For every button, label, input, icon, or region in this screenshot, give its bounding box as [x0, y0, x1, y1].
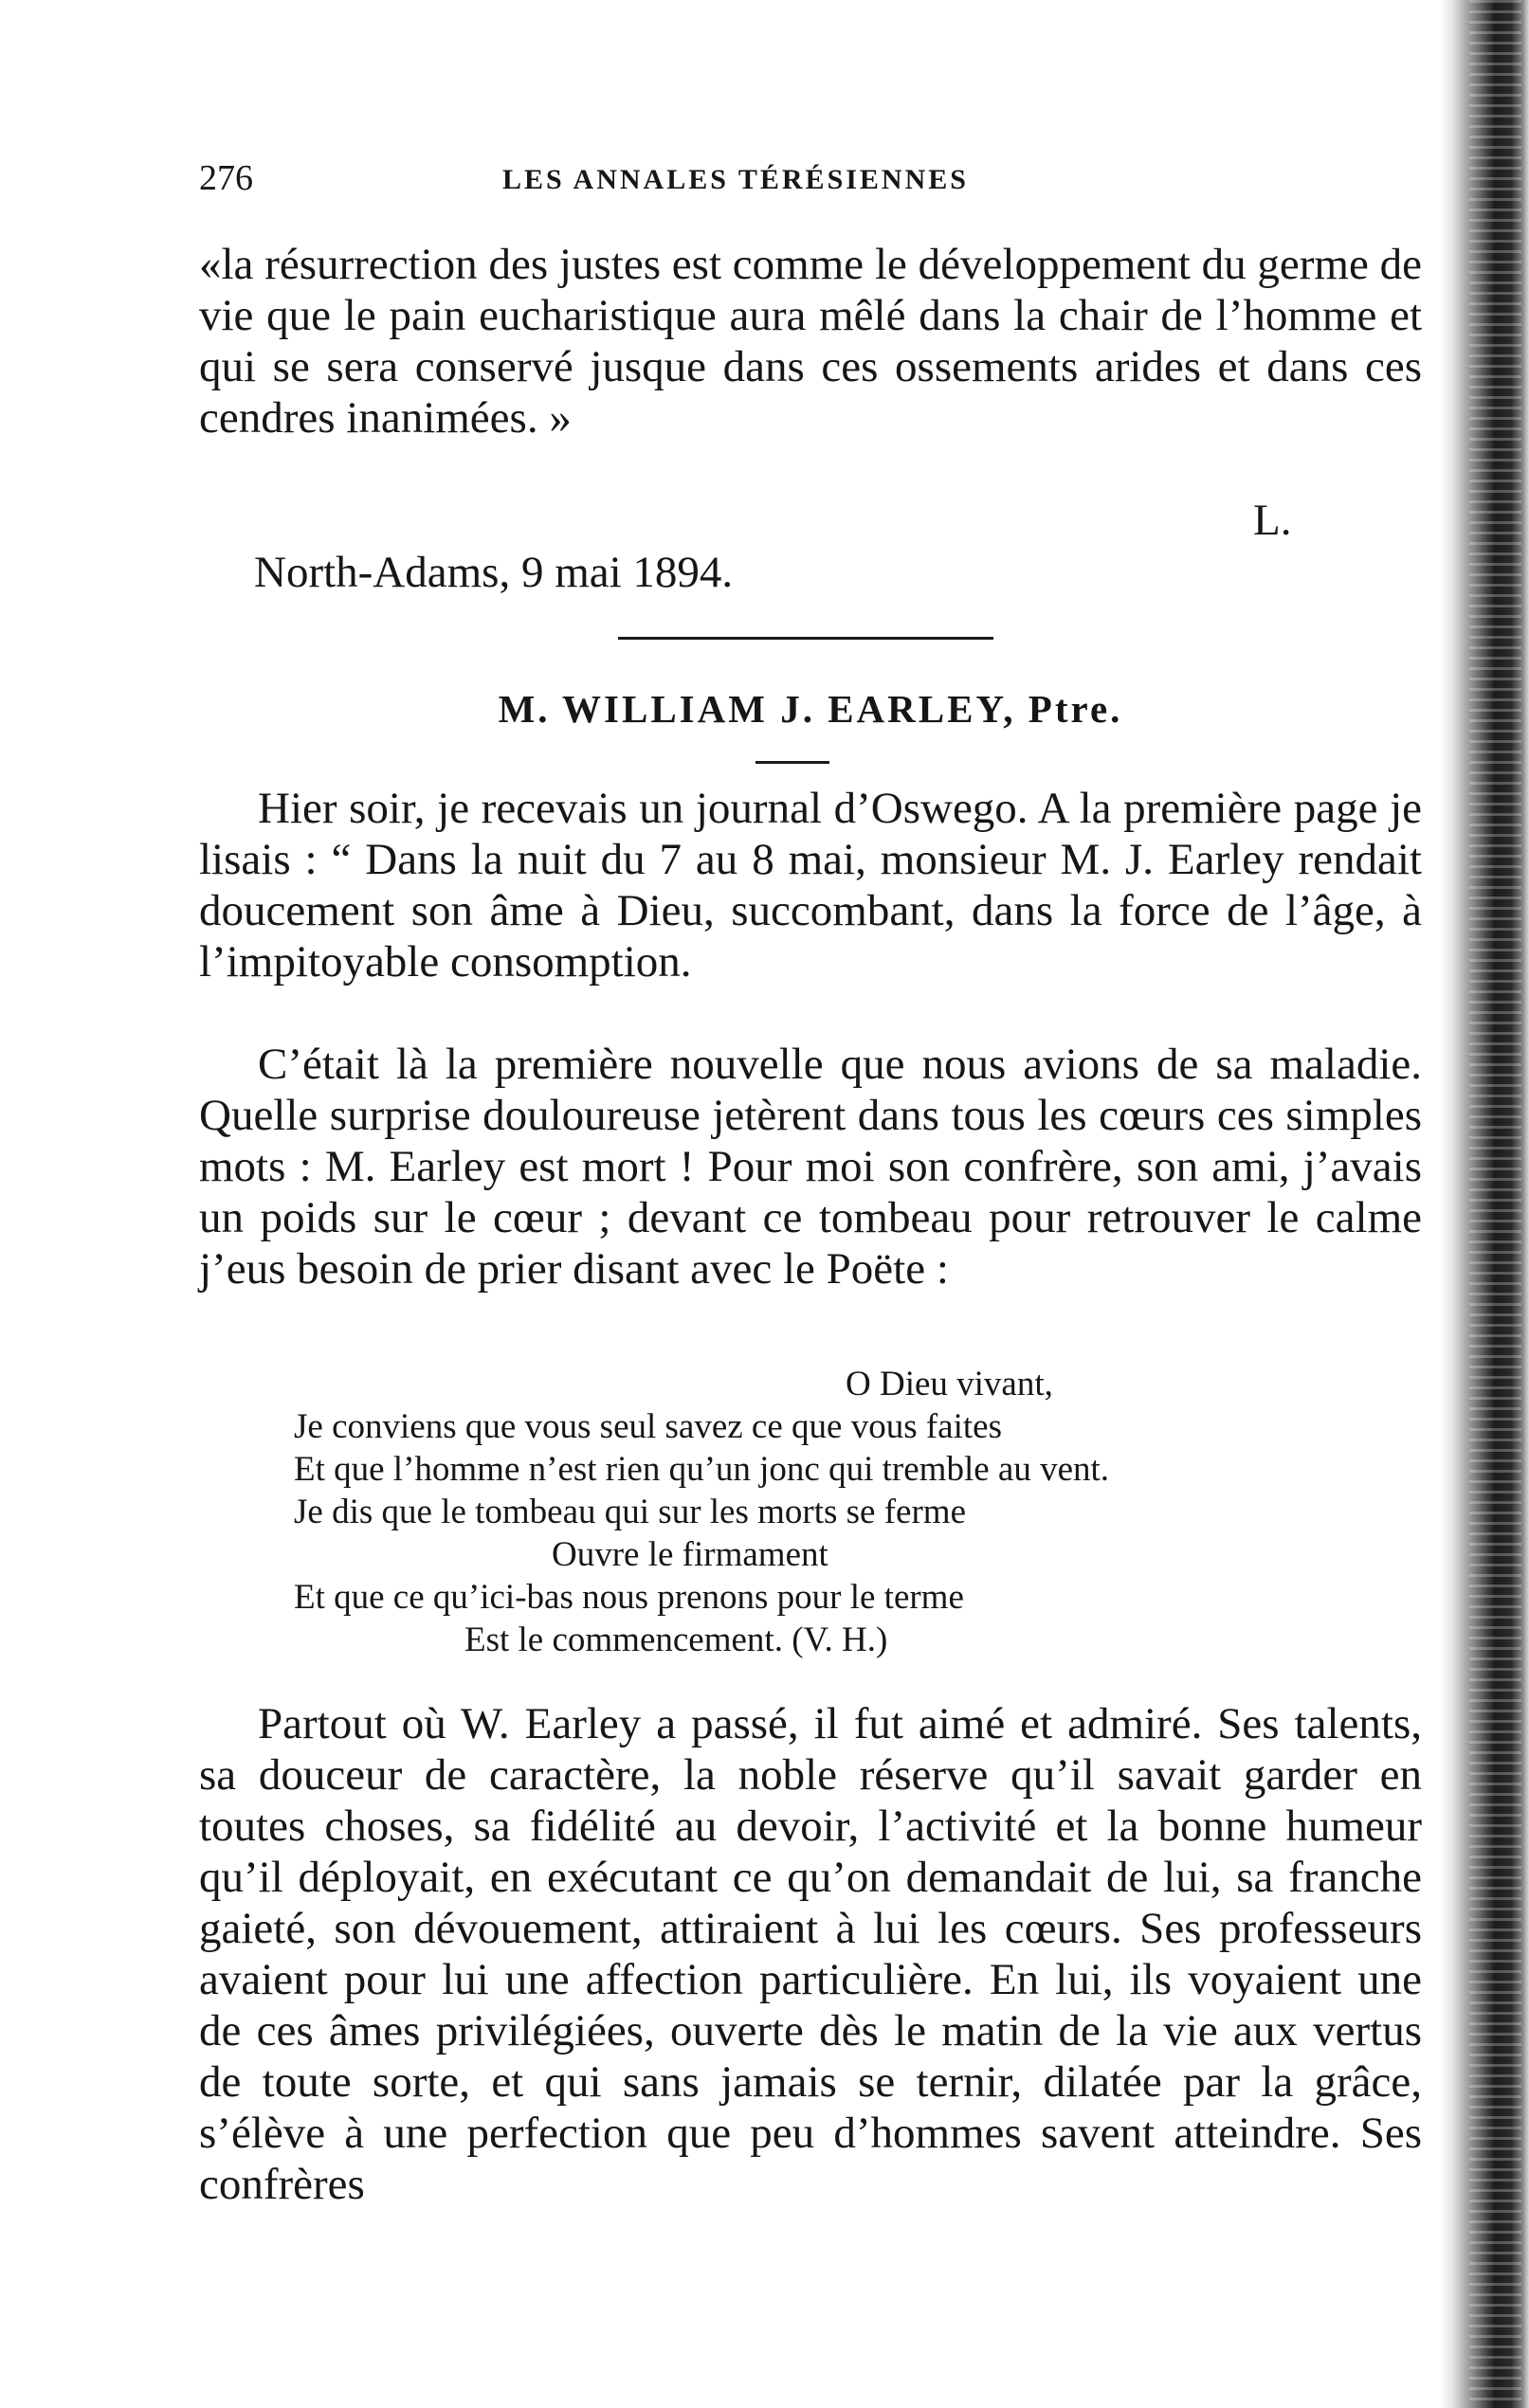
paragraph-block-1	[199, 783, 1422, 987]
poem-line: Et que l’homme n’est rien qu’un jonc qui tremble au vent.	[294, 1450, 1110, 1489]
paragraph-block-2	[199, 1039, 1422, 1295]
signature: L.	[1253, 496, 1292, 545]
paragraph-1: Hier soir, je recevais un journal d’Oswego. A la première page je lisais : “ Dans la nuit du 7 au 8 mai, monsieur M. J. Earley rendait doucement son âme à Dieu, succombant, dans la force de l’âge, à l’impitoyable consomption.	[199, 784, 1422, 987]
poem-line: Je dis que le tombeau qui sur les morts se ferme	[294, 1493, 966, 1531]
poem-line: Ouvre le firmament	[552, 1535, 828, 1574]
opening-paragraph-block	[199, 239, 1422, 444]
dateline: North-Adams, 9 mai 1894.	[254, 548, 734, 597]
poem-line: Et que ce qu’ici-bas nous prenons pour le terme	[294, 1578, 964, 1617]
running-title: LES ANNALES TÉRÉSIENNES	[502, 164, 969, 195]
paragraph-block-3	[199, 1698, 1422, 2210]
title-underline	[755, 761, 829, 764]
section-divider	[618, 637, 993, 640]
section-title: M. WILLIAM J. EARLEY, Ptre.	[498, 687, 1123, 731]
poem-quotation	[294, 1363, 1374, 1661]
running-header	[199, 159, 1422, 197]
opening-paragraph: «la résurrection des justes est comme le développement du germe de vie que le pain eucharistique aura mêlé dans la chair de l’homme et qui se sera conservé jusque dans ces ossements arides et dans ces cendres inanimées. »	[199, 240, 1422, 443]
poem-line: O Dieu vivant,	[846, 1365, 1053, 1403]
paragraph-2: C’était là la première nouvelle que nous avions de sa maladie. Quelle surprise douloureuse jetèrent dans tous les cœurs ces simples mots : M. Earley est mort ! Pour moi son confrère, son ami, j’avais un poids sur le cœur ; devant ce tombeau pour retrouver le calme j’eus besoin de prier disant avec le Poëte :	[199, 1040, 1422, 1294]
page-number: 276	[199, 158, 253, 198]
poem-line: Est le commencement. (V. H.)	[464, 1620, 888, 1659]
closing-paragraph: Partout où W. Earley a passé, il fut aimé et admiré. Ses talents, sa douceur de caractère, la noble réserve qu’il savait garder en toutes choses, sa fidélité au devoir, l’activité et la bonne humeur qu’il déployait, en exécutant ce qu’on demandait de lui, sa franche gaieté, son dévouement, attiraient à lui les cœurs. Ses professeurs avaient pour lui une affection particulière. En lui, ils voyaient une de ces âmes privilégiées, ouverte dès le matin de la vie aux vertus de toute sorte, et qui sans jamais se ternir, dilatée par la grâce, s’élève à une perfection que peu d’hommes savent atteindre. Ses confrères	[199, 1699, 1422, 2209]
binding-texture	[1469, 0, 1521, 2408]
poem-line: Je conviens que vous seul savez ce que vous faites	[294, 1407, 1002, 1446]
